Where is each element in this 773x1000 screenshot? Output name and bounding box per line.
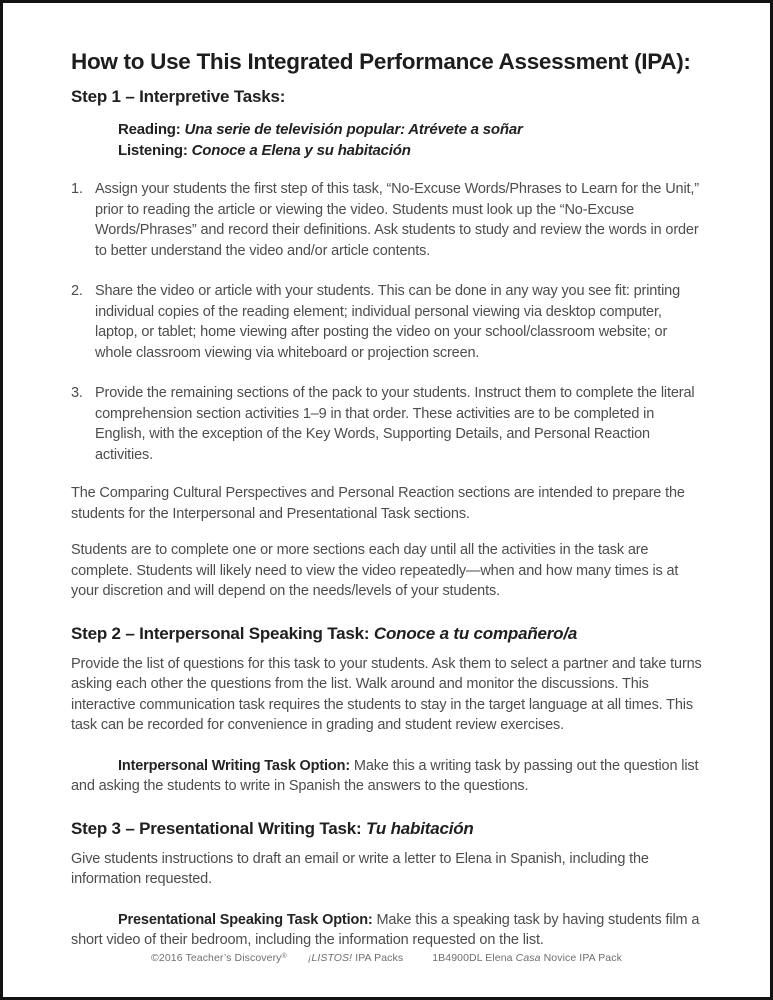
list-item bbox=[71, 179, 706, 261]
step2-paragraph: Provide the list of questions for this task to your students. Ask them to select a partner and take turns asking each other the questions from the list. Walk around and monitor the discussions. This interactive communication task requires the students to stay in the target language at all times. This task can be recorded for convenience in grading and student review exercises. bbox=[71, 655, 702, 733]
step1-heading: Step 1 – Interpretive Tasks: bbox=[71, 87, 286, 106]
list-item-text: Share the video or article with your students. This can be done in any way you see fit: printing individual copies of the reading element; individual personal viewing via desktop computer, laptop, or tablet; home viewing after posting the video on your school/classroom website; or whole classroom viewing via whiteboard or projection screen. bbox=[95, 283, 680, 361]
footer-product-line bbox=[308, 952, 403, 965]
list-item-number: 1. bbox=[71, 181, 83, 197]
step2-heading-plain: Step 2 – Interpersonal Speaking Task: bbox=[71, 623, 374, 643]
listening-title: Conoce a Elena y su habitación bbox=[191, 142, 411, 159]
step2-heading bbox=[71, 624, 706, 644]
document-content bbox=[3, 3, 770, 951]
presentational-speaking-option-text: Make this a speaking task by having students film a short video of their bedroom, including the information requested on the list. bbox=[71, 911, 700, 948]
listening-line bbox=[118, 140, 706, 161]
interpersonal-writing-option bbox=[71, 756, 706, 797]
listening-label: Listening: bbox=[118, 142, 192, 159]
step3-heading bbox=[71, 819, 706, 839]
step1-task-list bbox=[118, 119, 706, 161]
step3-heading-italic: Tu habitación bbox=[366, 818, 474, 838]
footer-copyright-text: ©2016 Teacher’s Discovery bbox=[151, 952, 282, 964]
list-item bbox=[71, 281, 706, 363]
reading-label: Reading: bbox=[118, 121, 185, 138]
paragraph-cultural-perspectives: The Comparing Cultural Perspectives and Personal Reaction sections are intended to prepare the students for the Interpersonal and Presentational Task sections. bbox=[71, 485, 685, 522]
page-footer bbox=[3, 950, 770, 965]
page-title: How to Use This Integrated Performance Assessment (IPA): bbox=[71, 49, 691, 74]
presentational-speaking-option bbox=[71, 910, 706, 951]
step2-heading-italic: Conoce a tu compañero/a bbox=[373, 623, 578, 643]
step3-heading-plain: Step 3 – Presentational Writing Task: bbox=[71, 818, 367, 838]
footer-product-code bbox=[432, 952, 622, 965]
list-item bbox=[71, 383, 706, 465]
interpersonal-writing-option-text: Make this a writing task by passing out the question list and asking the students to write in Spanish the answers to the questions. bbox=[71, 757, 699, 794]
footer-casa: Casa bbox=[515, 952, 541, 964]
footer-ipa-packs: IPA Packs bbox=[352, 952, 404, 964]
footer-listos: ¡LISTOS! bbox=[307, 952, 353, 964]
step1-numbered-list bbox=[71, 179, 706, 465]
step3-paragraph: Give students instructions to draft an email or write a letter to Elena in Spanish, including the information requested. bbox=[71, 850, 649, 887]
list-item-number: 2. bbox=[71, 283, 83, 299]
reading-line bbox=[118, 119, 706, 140]
footer-copyright bbox=[151, 950, 287, 965]
footer-code: 1B4900DL Elena bbox=[432, 952, 516, 964]
paragraph-pacing: Students are to complete one or more sections each day until all the activities in the task are complete. Students will likely need to view the video repeatedly—when and how many times is at your discretion and will depend on the needs/levels of your students. bbox=[71, 542, 679, 599]
list-item-text: Assign your students the first step of this task, “No-Excuse Words/Phrases to Learn for the Unit,” prior to reading the article or viewing the video. Students must look up the “No-Excuse Words/Phrases” and record their definitions. Ask students to study and review the words in order to better understand the video and/or article contents. bbox=[95, 181, 699, 259]
list-item-number: 3. bbox=[71, 385, 83, 401]
interpersonal-writing-option-label: Interpersonal Writing Task Option: bbox=[118, 757, 351, 774]
presentational-speaking-option-label: Presentational Speaking Task Option: bbox=[118, 911, 373, 928]
footer-tail: Novice IPA Pack bbox=[540, 952, 622, 964]
list-item-text: Provide the remaining sections of the pack to your students. Instruct them to complete the literal comprehension section activities 1–9 in that order. These activities are to be completed in English, with the exception of the Key Words, Supporting Details, and Personal Reaction activities. bbox=[95, 385, 695, 463]
registered-trademark-symbol: ® bbox=[281, 953, 287, 960]
reading-title: Una serie de televisión popular: Atrévete a soñar bbox=[184, 121, 523, 138]
